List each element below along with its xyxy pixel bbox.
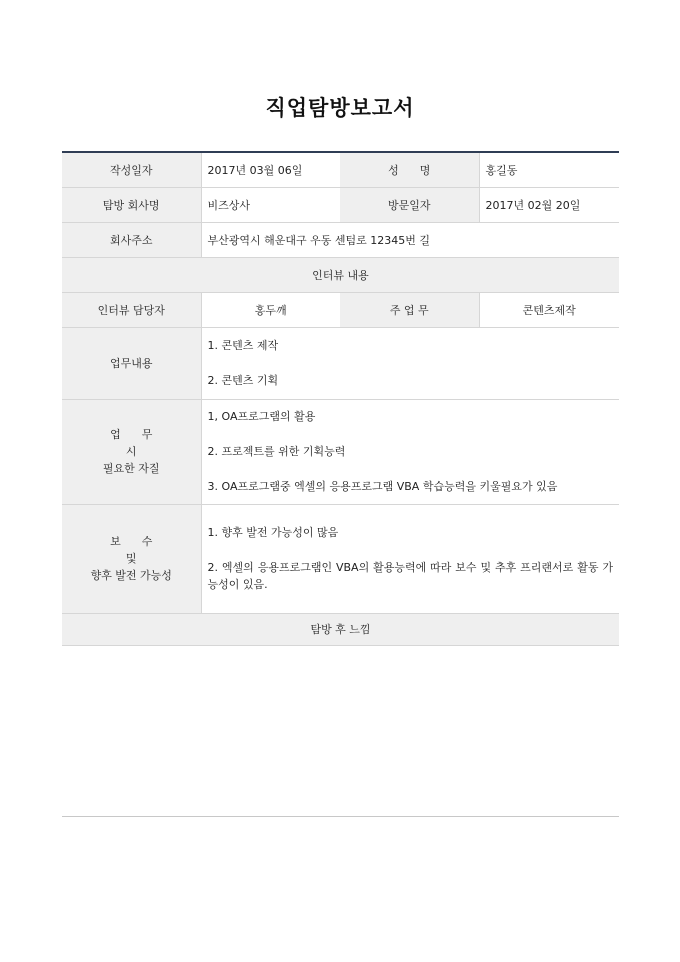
date-value[interactable]: 2017년 03월 06일 — [201, 152, 340, 187]
qualifications-label-line: 필요한 자질 — [102, 462, 160, 475]
company-label: 탐방 회사명 — [62, 187, 201, 222]
pay-item: 2. 엑셀의 응용프로그램인 VBA의 활용능력에 따라 보수 및 추후 프리랜서로 활동 가능성이 있음. — [207, 561, 613, 591]
address-value[interactable]: 부산광역시 해운대구 우동 센텀로 12345번 길 — [201, 222, 619, 257]
qualification-item: 2. 프로젝트를 위한 기획능력 — [207, 445, 346, 458]
pay-prospects-label-line: 및 — [125, 552, 137, 565]
company-value[interactable]: 비즈상사 — [201, 187, 340, 222]
name-label: 성 명 — [340, 152, 479, 187]
row-company-visit — [62, 187, 619, 222]
duty-label: 주 업 무 — [340, 292, 479, 327]
manager-label: 인터뷰 담당자 — [62, 292, 201, 327]
qualifications-label-line: 업 무 — [110, 428, 153, 441]
pay-prospects-label-line: 향후 발전 가능성 — [90, 569, 172, 582]
row-pay-prospects — [62, 504, 619, 613]
row-address — [62, 222, 619, 257]
report-title: 직업탐방보고서 — [265, 96, 415, 120]
row-interview-section — [62, 257, 619, 292]
row-qualifications — [62, 399, 619, 504]
visit-date-value[interactable]: 2017년 02월 20일 — [479, 187, 619, 222]
work-item: 1. 콘텐츠 제작 — [207, 339, 279, 352]
pay-prospects-body[interactable] — [201, 504, 619, 613]
work-item: 2. 콘텐츠 기획 — [207, 374, 279, 387]
pay-prospects-label-line: 보 수 — [110, 535, 153, 548]
qualification-item: 3. OA프로그램중 엑셀의 응용프로그램 VBA 학습능력을 키울필요가 있음 — [207, 480, 558, 493]
row-manager-duty — [62, 292, 619, 327]
after-visit-section-title: 탐방 후 느낌 — [62, 613, 619, 645]
interview-section-title: 인터뷰 내용 — [62, 257, 619, 292]
address-label: 회사주소 — [62, 222, 201, 257]
visit-date-label: 방문일자 — [340, 187, 479, 222]
date-label: 작성일자 — [62, 152, 201, 187]
work-content-body[interactable] — [201, 327, 619, 399]
row-date-name — [62, 152, 619, 187]
row-after-section — [62, 613, 619, 645]
qualifications-label — [62, 399, 201, 504]
pay-item: 1. 향후 발전 가능성이 많음 — [207, 526, 339, 539]
qualifications-body[interactable] — [201, 399, 619, 504]
name-value[interactable]: 홍길동 — [479, 152, 619, 187]
report-table — [62, 151, 619, 646]
bottom-divider — [62, 816, 619, 817]
qualification-item: 1, OA프로그램의 활용 — [207, 410, 316, 423]
manager-value[interactable]: 홍두깨 — [201, 292, 340, 327]
pay-prospects-label — [62, 504, 201, 613]
work-content-label: 업무내용 — [62, 327, 201, 399]
row-work-content — [62, 327, 619, 399]
duty-value[interactable]: 콘텐츠제작 — [479, 292, 619, 327]
qualifications-label-line: 시 — [125, 445, 137, 458]
